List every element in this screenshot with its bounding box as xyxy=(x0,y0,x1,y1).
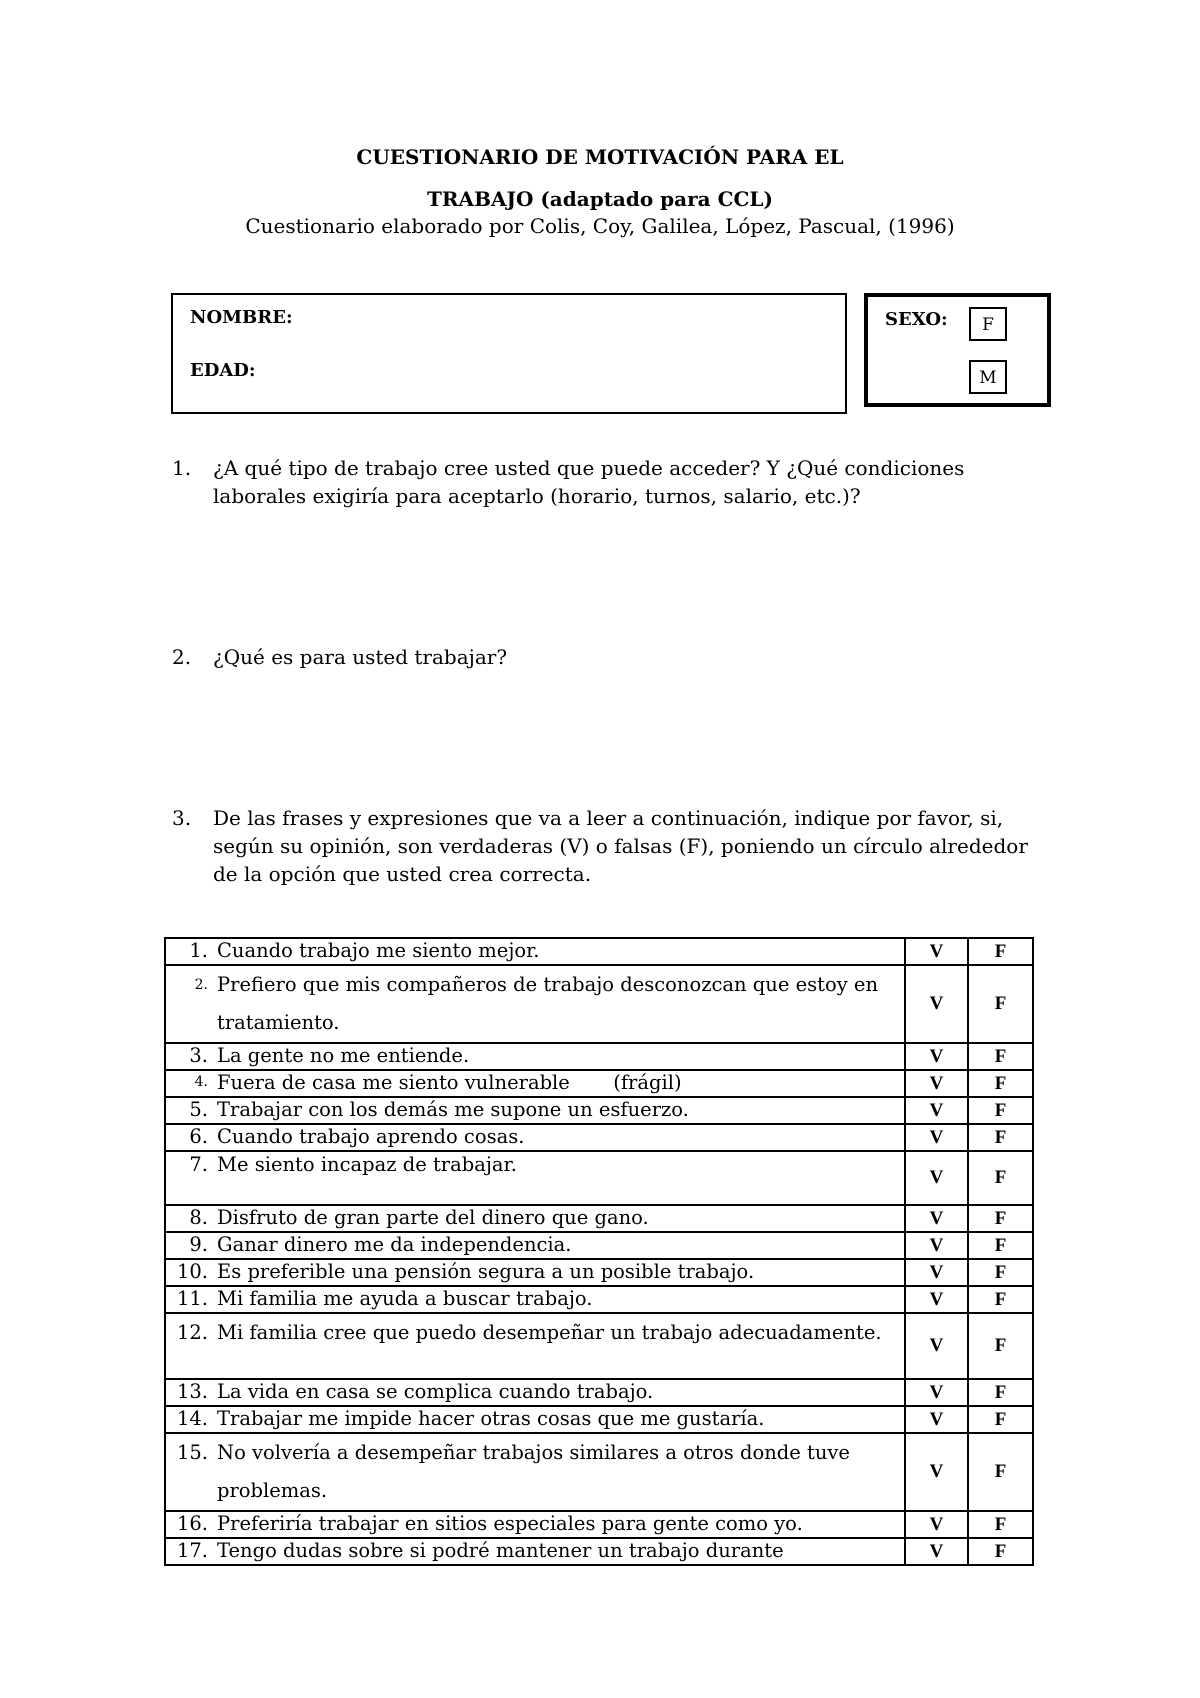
row-number: 17. xyxy=(176,1539,208,1562)
table-row xyxy=(165,938,1033,965)
table-row xyxy=(165,1259,1033,1286)
statement-text: Cuando trabajo aprendo cosas. xyxy=(217,1125,525,1148)
question-1 xyxy=(172,454,1052,510)
question-number: 3. xyxy=(172,806,192,830)
false-option[interactable]: F xyxy=(968,1232,1033,1259)
row-number: 2. xyxy=(194,977,208,993)
age-label: EDAD: xyxy=(190,360,256,381)
table-row xyxy=(165,1232,1033,1259)
table-row xyxy=(165,1313,1033,1379)
false-option[interactable]: F xyxy=(968,938,1033,965)
row-number: 1. xyxy=(189,939,208,962)
statement-text: Prefiero que mis compañeros de trabajo desconozcan que estoy en tratamiento. xyxy=(217,973,879,1034)
table-row xyxy=(165,1151,1033,1205)
table-row xyxy=(165,1406,1033,1433)
true-option[interactable]: V xyxy=(905,1511,968,1538)
statement-text: Preferiría trabajar en sitios especiales para gente como yo. xyxy=(217,1512,803,1535)
table-row xyxy=(165,1379,1033,1406)
row-number: 15. xyxy=(176,1441,208,1464)
true-option[interactable]: V xyxy=(905,965,968,1043)
statement-text: Me siento incapaz de trabajar. xyxy=(217,1153,517,1176)
question-number: 1. xyxy=(172,456,192,480)
table-row xyxy=(165,1205,1033,1232)
statement-text: La gente no me entiende. xyxy=(217,1044,470,1067)
false-option[interactable]: F xyxy=(968,1433,1033,1511)
table-row xyxy=(165,1538,1033,1565)
row-number: 11. xyxy=(176,1287,208,1310)
statement-text: Fuera de casa me siento vulnerable (frágil) xyxy=(217,1071,682,1094)
false-option[interactable]: F xyxy=(968,1097,1033,1124)
false-option[interactable]: F xyxy=(968,1538,1033,1565)
true-option[interactable]: V xyxy=(905,1433,968,1511)
sex-label: SEXO: xyxy=(885,309,948,330)
false-option[interactable]: F xyxy=(968,1151,1033,1205)
true-option[interactable]: V xyxy=(905,1043,968,1070)
document-title-line2: TRABAJO (adaptado para CCL) xyxy=(427,187,773,211)
true-option[interactable]: V xyxy=(905,1406,968,1433)
personal-info-box xyxy=(171,293,847,414)
true-option[interactable]: V xyxy=(905,1379,968,1406)
true-option[interactable]: V xyxy=(905,1259,968,1286)
document-title-line1: CUESTIONARIO DE MOTIVACIÓN PARA EL xyxy=(356,145,844,169)
true-option[interactable]: V xyxy=(905,1538,968,1565)
false-option[interactable]: F xyxy=(968,1043,1033,1070)
true-option[interactable]: V xyxy=(905,1124,968,1151)
statement-text: Disfruto de gran parte del dinero que gano. xyxy=(217,1206,649,1229)
true-option[interactable]: V xyxy=(905,1070,968,1097)
false-option[interactable]: F xyxy=(968,1070,1033,1097)
true-false-table xyxy=(164,937,1034,1566)
true-option[interactable]: V xyxy=(905,1205,968,1232)
false-option[interactable]: F xyxy=(968,1124,1033,1151)
table-row xyxy=(165,1124,1033,1151)
statement-text: Ganar dinero me da independencia. xyxy=(217,1233,572,1256)
name-label: NOMBRE: xyxy=(190,307,293,328)
false-option[interactable]: F xyxy=(968,965,1033,1043)
table-row xyxy=(165,1097,1033,1124)
row-number: 10. xyxy=(176,1260,208,1283)
question-text: De las frases y expresiones que va a leer a continuación, indique por favor, si, según su opinión, son verdaderas (V) o falsas (F), poniendo un círculo alrededor de la opción que usted crea correcta. xyxy=(213,806,1028,886)
true-option[interactable]: V xyxy=(905,1286,968,1313)
question-3 xyxy=(172,804,1052,888)
false-option[interactable]: F xyxy=(968,1406,1033,1433)
sex-option-m[interactable]: M xyxy=(969,360,1007,394)
row-number: 9. xyxy=(189,1233,208,1256)
document-subtitle: Cuestionario elaborado por Colis, Coy, Galilea, López, Pascual, (1996) xyxy=(245,214,955,238)
table-row xyxy=(165,1070,1033,1097)
false-option[interactable]: F xyxy=(968,1286,1033,1313)
false-option[interactable]: F xyxy=(968,1379,1033,1406)
row-number: 4. xyxy=(194,1074,208,1090)
row-number: 13. xyxy=(176,1380,208,1403)
table-row xyxy=(165,1433,1033,1511)
row-number: 5. xyxy=(189,1098,208,1121)
statement-text: Es preferible una pensión segura a un posible trabajo. xyxy=(217,1260,755,1283)
question-text: ¿A qué tipo de trabajo cree usted que puede acceder? Y ¿Qué condiciones laborales exigiría para aceptarlo (horario, turnos, salario, etc.)? xyxy=(213,456,965,508)
table-row xyxy=(165,1511,1033,1538)
false-option[interactable]: F xyxy=(968,1259,1033,1286)
row-number: 3. xyxy=(189,1044,208,1067)
row-number: 12. xyxy=(176,1321,208,1344)
statement-text: Mi familia cree que puedo desempeñar un trabajo adecuadamente. xyxy=(217,1321,882,1344)
question-2 xyxy=(172,643,1052,671)
row-number: 16. xyxy=(176,1512,208,1535)
false-option[interactable]: F xyxy=(968,1511,1033,1538)
true-option[interactable]: V xyxy=(905,1151,968,1205)
statement-text: Trabajar me impide hacer otras cosas que me gustaría. xyxy=(217,1407,765,1430)
question-number: 2. xyxy=(172,645,192,669)
row-number: 6. xyxy=(189,1125,208,1148)
statement-text: No volvería a desempeñar trabajos similares a otros donde tuve problemas. xyxy=(217,1441,850,1502)
row-number: 7. xyxy=(189,1153,208,1176)
true-option[interactable]: V xyxy=(905,1097,968,1124)
false-option[interactable]: F xyxy=(968,1313,1033,1379)
true-option[interactable]: V xyxy=(905,1313,968,1379)
statement-text: Mi familia me ayuda a buscar trabajo. xyxy=(217,1287,593,1310)
true-option[interactable]: V xyxy=(905,938,968,965)
table-row xyxy=(165,965,1033,1043)
statement-text: La vida en casa se complica cuando trabajo. xyxy=(217,1380,654,1403)
question-text: ¿Qué es para usted trabajar? xyxy=(213,645,508,669)
true-option[interactable]: V xyxy=(905,1232,968,1259)
sex-option-f[interactable]: F xyxy=(969,307,1007,341)
sex-box xyxy=(864,293,1051,407)
table-row xyxy=(165,1043,1033,1070)
row-number: 14. xyxy=(176,1407,208,1430)
false-option[interactable]: F xyxy=(968,1205,1033,1232)
row-number: 8. xyxy=(189,1206,208,1229)
statement-text: Trabajar con los demás me supone un esfuerzo. xyxy=(217,1098,689,1121)
table-row xyxy=(165,1286,1033,1313)
statement-text: Tengo dudas sobre si podré mantener un trabajo durante xyxy=(217,1539,784,1562)
statement-text: Cuando trabajo me siento mejor. xyxy=(217,939,540,962)
